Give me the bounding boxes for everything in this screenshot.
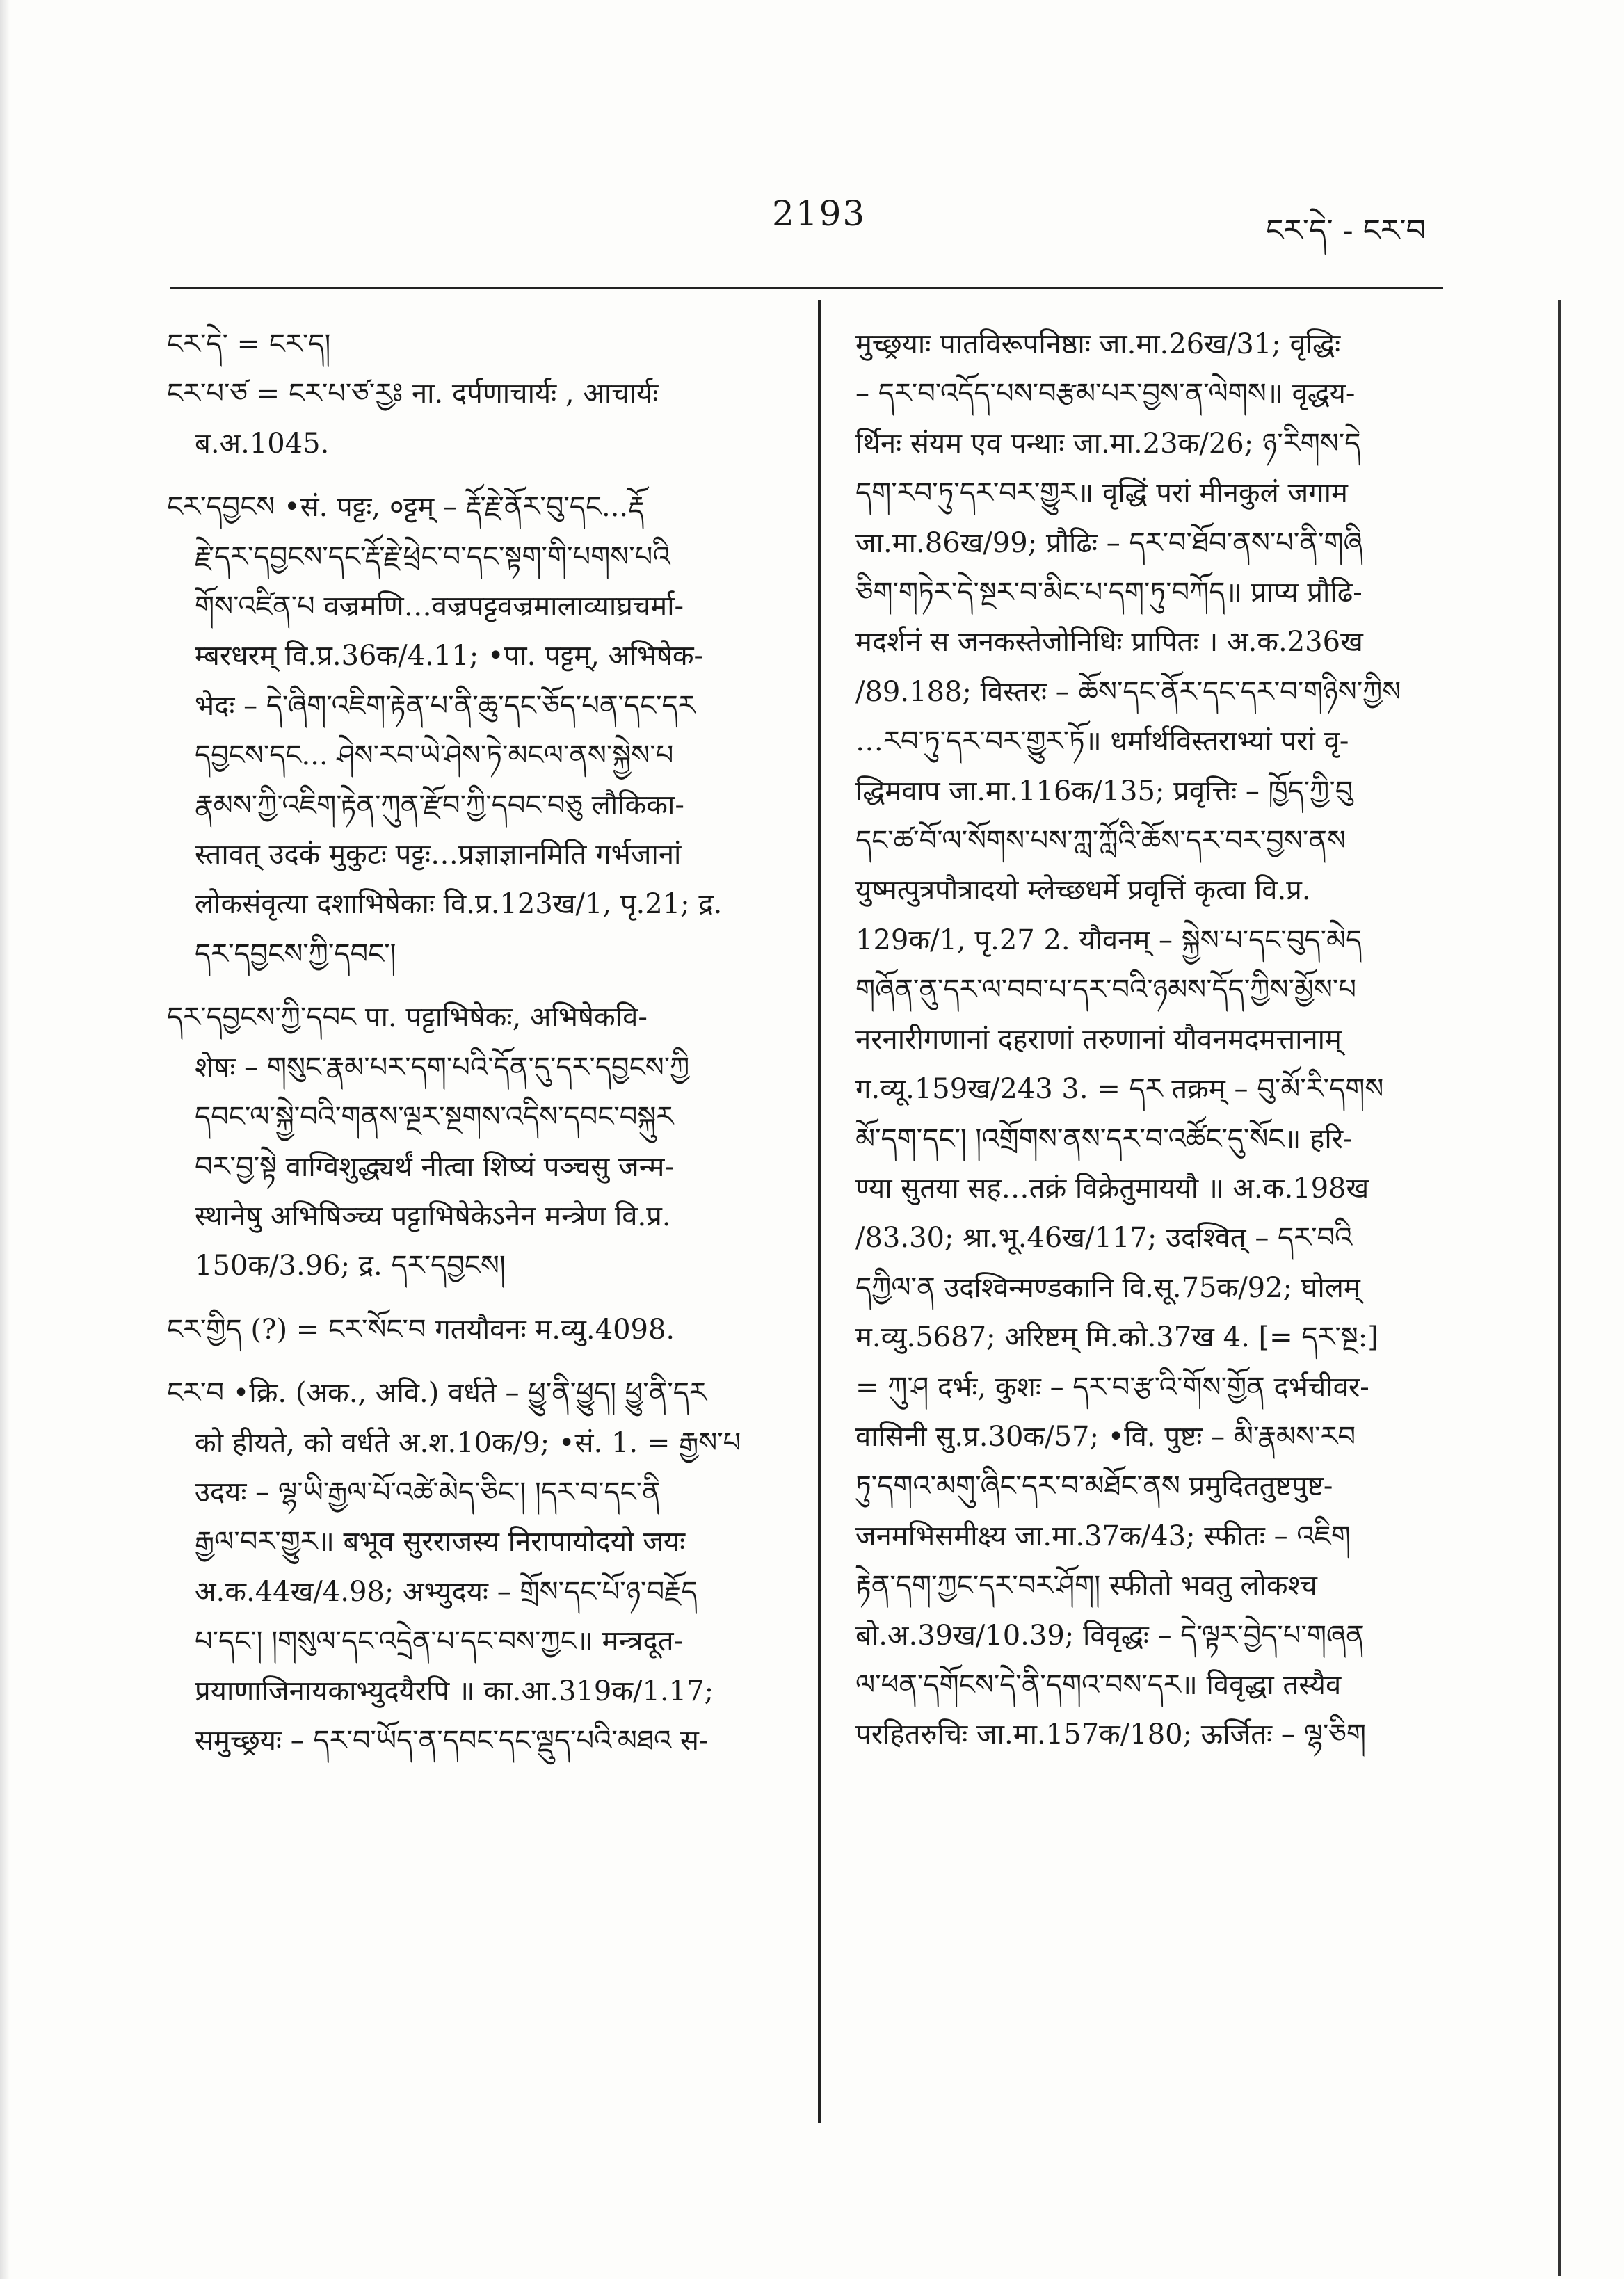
left-column-line: उदयः – ལྷ་ཡི་རྒྱལ་པོ་འཚེ་མེད་ཅིང་། །དར་བ་དང་ནི: [195, 1476, 661, 1508]
left-column-line: लोकसंवृत्या दशाभिषेकाः वि.प्र.123ख/1, पृ.21; द्र.: [195, 888, 723, 921]
left-column-line: པ་དང་། །གསུལ་དང་འདྲེན་པ་དང་བས་ཀྱང॥ मन्त्रदूत-: [195, 1625, 684, 1658]
entry-gap: [167, 1291, 793, 1305]
left-column-line: म्बरधरम् वि.प्र.36क/4.11; •पा. पट्टम्, अभिषेक-: [195, 640, 704, 673]
right-column-line: जा.मा.86ख/99; प्रौढिः – དར་བ་ཐོབ་ནས་པ་ནི་གཞི: [855, 526, 1363, 559]
entry-gap: [167, 1355, 793, 1369]
left-column-line: དར་དབྱངས་ཀྱི་དབང་།: [195, 937, 396, 970]
left-column-line: རྒྱལ་བར་གྱུར॥ बभूव सुरराजस्य निरापायोदयो जयः: [195, 1526, 686, 1559]
right-column-line: ཏུ་དགའ་མགུ་ཞིང་དར་བ་མཐོང་ནས प्रमुदिततुष्टपुष्ट-: [855, 1470, 1333, 1503]
left-column-line: དབང་ལ་སྐྱེ་བའི་གནས་ལྔར་སྔགས་འདིས་དབང་བསྐུར: [195, 1101, 674, 1134]
left-column-line: ངར་དབྱངས •सं. पट्टः, ०ट्टम् – རྡོ་རྗེ་ནོར་བུ་དང...རྡོ: [167, 491, 645, 524]
right-column-line: म.व्यु.5687; अरिष्टम् मि.को.37ख 4. [= དར་སྔ:]: [855, 1321, 1378, 1354]
right-column-line: नरनारीगणानां दहराणां तरुणानां यौवनमदमत्तानाम्: [855, 1023, 1342, 1056]
right-column-line: ཅིག་གཏེར་དེ་སྔར་བ་མིང་པ་དག་ཏུ་བཀོད॥ प्राप्य प्रौढि-: [855, 577, 1362, 609]
right-column-line: = ཀུ་ཤ दर्भः, कुशः – དར་བ་རྩ་འི་གོས་གྱོན दर्भचीवर-: [855, 1371, 1369, 1403]
left-column: [167, 320, 793, 1766]
left-column-line: བར་བྱ་སྟེ वाग्विशुद्ध्यर्थं नीत्वा शिष्यं पञ्चसु जन्म-: [195, 1150, 674, 1183]
right-column-line: – དར་བ་འདོད་པས་བརྩམ་པར་བྱས་ན་ལེགས॥ वृद्धय-: [855, 378, 1356, 410]
right-column-line: जनमभिसमीक्ष्य जा.मा.37क/43; स्फीतः – འཇིག: [855, 1520, 1351, 1552]
right-column-line: र्थिनः संयम एव पन्थाः जा.मा.23क/26; ཉ་རིགས་དེ: [855, 427, 1361, 460]
left-column-line: स्तावत् उदकं मुकुटः पट्टः…प्रज्ञाज्ञानमिति गर्भजानां: [195, 839, 682, 871]
column-divider: [818, 300, 821, 2123]
left-column-line: भेदः – དེ་ཞིག་འཇིག་རྟེན་པ་ནི་ཆུ་དང་ཅོད་པན་དང་དར: [195, 689, 696, 722]
right-column-line: परहितरुचिः जा.मा.157क/180; ऊर्जितः – ལྷ་ཅིག: [855, 1718, 1366, 1751]
right-margin-rule: [1558, 300, 1561, 2276]
left-column-line: རྗེ་དར་དབྱངས་དང་རྡོ་རྗེ་ཕྲེང་བ་དང་སྟག་གི་པགས་པའི: [195, 540, 670, 573]
left-column-line: ब.अ.1045.: [195, 427, 330, 460]
right-column-line: དག་རབ་ཏུ་དར་བར་གྱུར॥ वृद्धिं परां मीनकुलं जगाम: [855, 477, 1348, 510]
left-column-line: ངར་པ་ཙ = ངར་པ་ཙ་རྱཿ ना. दर्पणाचार्यः , आचार्यः: [167, 378, 659, 410]
right-column-line: मदर्शनं स जनकस्तेजोनिधिः प्रापितः । अ.क.236ख: [855, 626, 1363, 659]
right-column-line: ལ་ཕན་དགོངས་དེ་ནི་དགའ་བས་དར॥ विवृद्धा तस्यैव: [855, 1668, 1342, 1701]
left-column-line: དབྱངས་དང... ཤེས་རབ་ཡེ་ཤེས་ཏེ་མངལ་ནས་སྐྱེས་པ: [195, 739, 674, 772]
entry-gap: [167, 979, 793, 993]
right-column-line: ग.व्यू.159ख/243 3. = དར तक्रम् – བུ་མོ་རི་དགས: [855, 1073, 1384, 1106]
left-column-line: ངར་གྱིད (?) = ངར་སོང་བ गतयौवनः म.व्यु.4098.: [167, 1313, 675, 1346]
right-column-line: द्धिमवाप जा.मा.116क/135; प्रवृत्तिः – ཁྱོད་ཀྱི་བུ: [855, 775, 1353, 807]
right-column-line: …རབ་ཏུ་དར་བར་གྱུར་ཏོ॥ धर्मार्थविस्तराभ्यां परां वृ-: [855, 725, 1349, 758]
right-column-line: དང་ཚ་བོ་ལ་སོགས་པས་ཀླ་ཀློའི་ཆོས་དར་བར་བྱས་ནས: [855, 825, 1346, 857]
left-column-line: अ.क.44ख/4.98; अभ्युदयः – གྲོས་དང་པོ་ཉ་བརྗོད: [195, 1575, 698, 1608]
left-column-line: རྣམས་ཀྱི་འཇིག་རྟེན་ཀུན་རྫོབ་ཀྱི་དབང་བཅུ लौकिका-: [195, 789, 684, 821]
header-rule: [170, 287, 1443, 289]
left-column-line: समुच्छ्रयः – དར་བ་ཡོད་ན་དབང་དང་ལྡུད་པའི་མཐའ स-: [195, 1724, 709, 1757]
right-column-line: དཀྱིལ་ན उदश्विन्मण्डकानि वि.सू.75क/92; घोलम्: [855, 1271, 1360, 1304]
running-head: ངར་དེ་ - ངར་བ: [1266, 213, 1426, 248]
page-number: 2193: [772, 193, 867, 234]
left-column-line: स्थानेषु अभिषिञ्च्य पट्टाभिषेकेऽनेन मन्त्रेण वि.प्र.: [195, 1200, 671, 1232]
right-column-line: /89.188; विस्तरः – ཆོས་དང་ནོར་དང་དར་བ་གཉིས་ཀྱིས: [855, 675, 1401, 708]
right-column-line: युष्मत्पुत्रपौत्रादयो म्लेच्छधर्मे प्रवृत्तिं कृत्वा वि.प्र.: [855, 874, 1311, 907]
right-column-line: མོ་དག་དང་། །འགྲོགས་ནས་དར་བ་འཚོང་དུ་སོང॥ हरि-: [855, 1122, 1353, 1155]
entry-gap: [167, 469, 793, 483]
right-column-line: གཞོན་ནུ་དར་ལ་བབ་པ་དར་བའི་ཉམས་དོད་ཀྱིས་མྱོས་པ: [855, 974, 1356, 1006]
right-column-line: རྟེན་དག་ཀྱང་དར་བར་ཤོག། स्फीतो भवतु लोकश्च: [855, 1570, 1317, 1602]
right-column-line: /83.30; श्रा.भू.46ख/117; उदश्वित् – དར་བའི: [855, 1222, 1353, 1255]
left-column-line: शेषः – གསུང་རྣམ་པར་དག་པའི་དོན་དུ་དར་དབྱངས་ཀྱི: [195, 1051, 690, 1084]
left-column-line: ངར་བ •क्रि. (अक., अवि.) वर्धते – ཕྱུ་ནི་ཕྱུད། ཕྱུ་ནི་དར: [167, 1377, 707, 1410]
left-column-line: གོས་འཛིན་པ वज्रमणि…वज्रपट्टवज्रमालाव्याघ्रचर्मा-: [195, 590, 684, 623]
left-column-line: 150क/3.96; द्र. དར་དབྱངས།: [195, 1250, 506, 1282]
right-column-line: मुच्छ्रयाः पातविरूपनिष्ठाः जा.मा.26ख/31; वृद्धिः: [855, 328, 1341, 360]
left-column-line: ངར་དེ་ = ངར་ད།: [167, 328, 331, 360]
scan-edge: [0, 0, 10, 2279]
left-column-line: དར་དབྱངས་ཀྱི་དབང पा. पट्टाभिषेकः, अभिषेकवि-: [167, 1001, 648, 1034]
left-column-line: को हीयते, को वर्धते अ.श.10क/9; •सं. 1. = རྒྱས་པ: [195, 1426, 741, 1459]
right-column-line: बो.अ.39ख/10.39; विवृद्धः – དེ་ལྟར་བྱེད་པ་གཞན: [855, 1619, 1365, 1652]
right-column: [855, 320, 1481, 1760]
left-column-line: प्रयाणाजिनायकाभ्युदयैरपि ॥ का.आ.319क/1.17;: [195, 1675, 714, 1707]
right-column-line: 129क/1, पृ.27 2. यौवनम् – སྐྱེས་པ་དང་བུད་མེད: [855, 924, 1362, 956]
right-column-line: ण्या सुतया सह…तक्रं विक्रेतुमाययौ ॥ अ.क.198ख: [855, 1172, 1369, 1205]
right-column-line: वासिनी सु.प्र.30क/57; •वि. पुष्टः – མི་རྣམས་རབ: [855, 1420, 1356, 1453]
